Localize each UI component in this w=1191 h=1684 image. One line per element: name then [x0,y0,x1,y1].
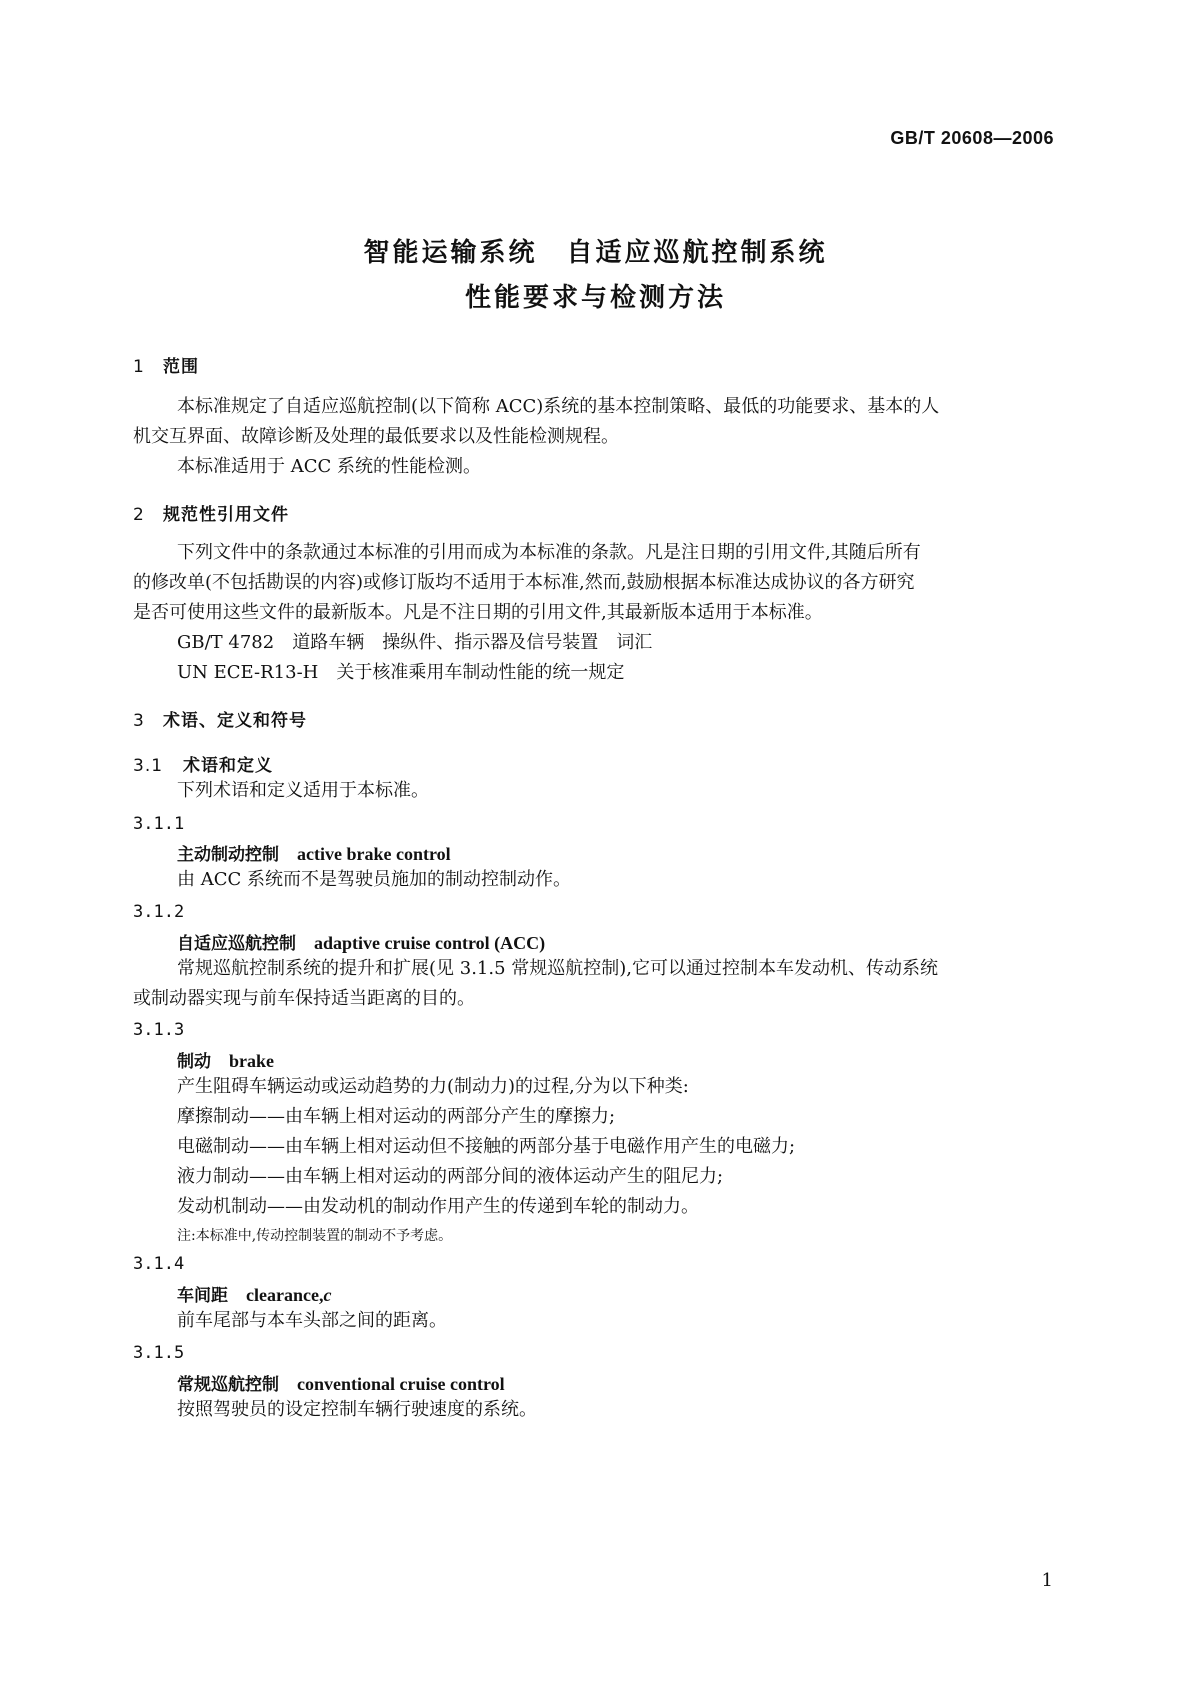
term-zh: 车间距 [177,1286,228,1306]
term-en: conventional cruise control [297,1374,505,1394]
section-3-1-heading [133,751,273,776]
section-number: 1 [133,357,145,377]
section-title: 范围 [163,357,199,377]
s2-paragraph-line-2: 的修改单(不包括勘误的内容)或修订版均不适用于本标准,然而,鼓励根据本标准达成协议的各方研究 [133,572,915,593]
term-zh: 自适应巡航控制 [177,934,296,954]
s1-paragraph-1-line-1: 本标准规定了自适应巡航控制(以下简称 ACC)系统的基本控制策略、最低的功能要求、基本的人 [177,396,940,417]
term-number: 3.1.2 [133,902,185,922]
document-title-line-2: 性能要求与检测方法 [464,283,726,313]
term-en: active brake control [297,844,451,864]
section-title: 术语、定义和符号 [163,711,307,731]
term-number: 3.1.4 [133,1254,185,1274]
section-number: 2 [133,505,145,525]
brake-type-item: 液力制动——由车辆上相对运动的两部分间的液体运动产生的阻尼力; [177,1166,724,1187]
reference-2: UN ECE-R13-H 关于核准乘用车制动性能的统一规定 [177,662,625,683]
page-number: 1 [1041,1570,1053,1591]
s31-intro: 下列术语和定义适用于本标准。 [177,780,429,801]
section-3-heading [133,706,307,731]
s2-paragraph-line-3: 是否可使用这些文件的最新版本。凡是不注日期的引用文件,其最新版本适用于本标准。 [133,602,823,623]
section-1-heading [133,352,199,377]
term-definition: 由 ACC 系统而不是驾驶员施加的制动控制动作。 [177,869,571,890]
term-definition: 产生阻碍车辆运动或运动趋势的力(制动力)的过程,分为以下种类: [177,1076,689,1097]
term-title [177,1370,505,1395]
term-title [177,929,545,954]
s1-paragraph-2: 本标准适用于 ACC 系统的性能检测。 [177,456,481,477]
brake-type-item: 发动机制动——由发动机的制动作用产生的传递到车轮的制动力。 [177,1196,699,1217]
term-symbol: c [323,1285,332,1305]
section-title: 规范性引用文件 [163,505,289,525]
s2-paragraph-line-1: 下列文件中的条款通过本标准的引用而成为本标准的条款。凡是注日期的引用文件,其随后所有 [177,542,921,563]
term-zh: 常规巡航控制 [177,1375,279,1395]
term-number: 3.1.1 [133,814,185,834]
term-en: brake [229,1051,274,1071]
term-definition-line-2: 或制动器实现与前车保持适当距离的目的。 [133,988,475,1009]
term-en: clearance,c [246,1285,332,1305]
reference-1: GB/T 4782 道路车辆 操纵件、指示器及信号装置 词汇 [177,632,653,653]
term-title [177,840,451,865]
term-title [177,1281,331,1306]
term-en: adaptive cruise control (ACC) [314,933,546,953]
term-definition: 按照驾驶员的设定控制车辆行驶速度的系统。 [177,1399,537,1420]
section-2-heading [133,500,289,525]
brake-type-item: 电磁制动——由车辆上相对运动但不接触的两部分基于电磁作用产生的电磁力; [177,1136,796,1157]
brake-type-item: 摩擦制动——由车辆上相对运动的两部分产生的摩擦力; [177,1106,616,1127]
term-number: 3.1.3 [133,1020,185,1040]
section-number: 3.1 [133,756,164,776]
term-en-word: clearance [246,1285,319,1305]
term-definition: 前车尾部与本车头部之间的距离。 [177,1310,447,1331]
standard-code: GB/T 20608—2006 [890,128,1054,148]
term-number: 3.1.5 [133,1343,185,1363]
s1-paragraph-1-line-2: 机交互界面、故障诊断及处理的最低要求以及性能检测规程。 [133,426,619,447]
note: 注:本标准中,传动控制装置的制动不予考虑。 [177,1228,453,1244]
section-title: 术语和定义 [183,756,273,776]
document-title-line-1: 智能运输系统 自适应巡航控制系统 [363,238,828,268]
term-definition-line-1: 常规巡航控制系统的提升和扩展(见 3.1.5 常规巡航控制),它可以通过控制本车发动机、传动系统 [177,958,939,979]
term-zh: 主动制动控制 [177,845,279,865]
term-title [177,1047,274,1072]
section-number: 3 [133,711,145,731]
term-zh: 制动 [177,1052,211,1072]
